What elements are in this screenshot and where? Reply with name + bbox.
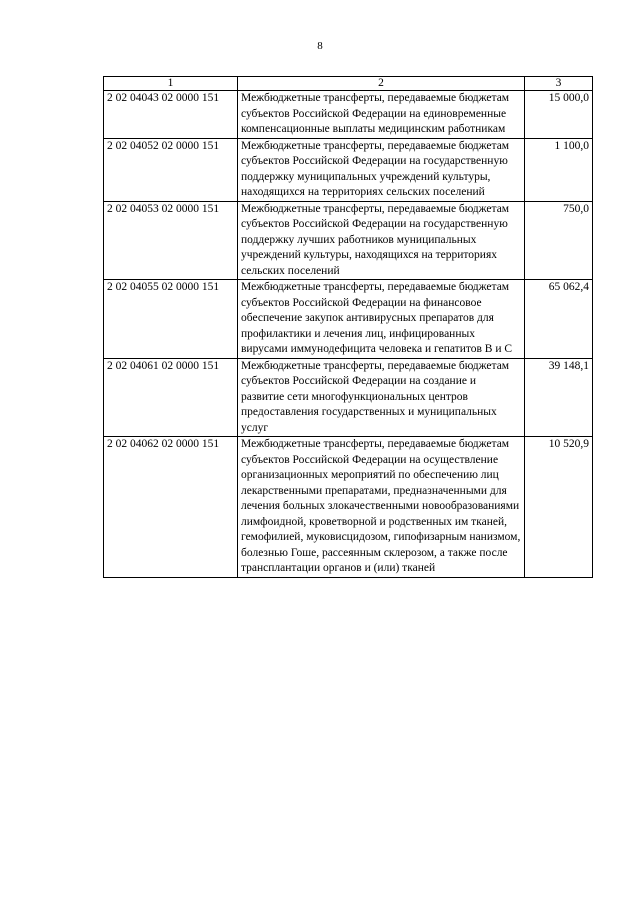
budget-code-cell: 2 02 04053 02 0000 151: [104, 201, 238, 280]
description-cell: Межбюджетные трансферты, передаваемые бюджетам субъектов Российской Федерации на финансовое обеспечение закупок антивирусных препаратов для профилактики и лечения лиц, инфицированных вирусами иммунодефицита человека и гепатитов В и С: [238, 280, 525, 359]
description-cell: Межбюджетные трансферты, передаваемые бюджетам субъектов Российской Федерации на единовременные компенсационные выплаты медицинским работникам: [238, 91, 525, 139]
amount-cell: 65 062,4: [525, 280, 593, 359]
description-cell: Межбюджетные трансферты, передаваемые бюджетам субъектов Российской Федерации на государственную поддержку муниципальных учреждений культуры, находящихся на территориях сельских поселений: [238, 138, 525, 201]
amount-cell: 10 520,9: [525, 437, 593, 578]
budget-code-cell: 2 02 04062 02 0000 151: [104, 437, 238, 578]
description-cell: Межбюджетные трансферты, передаваемые бюджетам субъектов Российской Федерации на осуществление организационных мероприятий по обеспечению лиц лекарственными препаратами, предназначенными для лечения больных злокачественными новообразованиями лимфоидной, кроветворной и родственных им тканей, гемофилией, муковисцидозом, гипофизарным нанизмом, болезнью Гоше, рассеянным склерозом, а также после трансплантации органов и (или) тканей: [238, 437, 525, 578]
budget-code-cell: 2 02 04055 02 0000 151: [104, 280, 238, 359]
table-row: [104, 358, 593, 437]
budget-table: [103, 76, 593, 578]
amount-cell: 39 148,1: [525, 358, 593, 437]
table-row: [104, 91, 593, 139]
column-header-description: 2: [238, 77, 525, 91]
table-row: [104, 201, 593, 280]
amount-cell: 750,0: [525, 201, 593, 280]
table-row: [104, 437, 593, 578]
column-header-code: 1: [104, 77, 238, 91]
budget-code-cell: 2 02 04061 02 0000 151: [104, 358, 238, 437]
budget-code-cell: 2 02 04043 02 0000 151: [104, 91, 238, 139]
budget-code-cell: 2 02 04052 02 0000 151: [104, 138, 238, 201]
description-cell: Межбюджетные трансферты, передаваемые бюджетам субъектов Российской Федерации на государственную поддержку лучших работников муниципальных учреждений культуры, находящихся на территориях сельских поселений: [238, 201, 525, 280]
table-header-row: [104, 77, 593, 91]
page-number: 8: [317, 40, 323, 52]
column-header-amount: 3: [525, 77, 593, 91]
table-row: [104, 138, 593, 201]
amount-cell: 1 100,0: [525, 138, 593, 201]
table-row: [104, 280, 593, 359]
description-cell: Межбюджетные трансферты, передаваемые бюджетам субъектов Российской Федерации на создание и развитие сети многофункциональных центров предоставления государственных и муниципальных услуг: [238, 358, 525, 437]
amount-cell: 15 000,0: [525, 91, 593, 139]
